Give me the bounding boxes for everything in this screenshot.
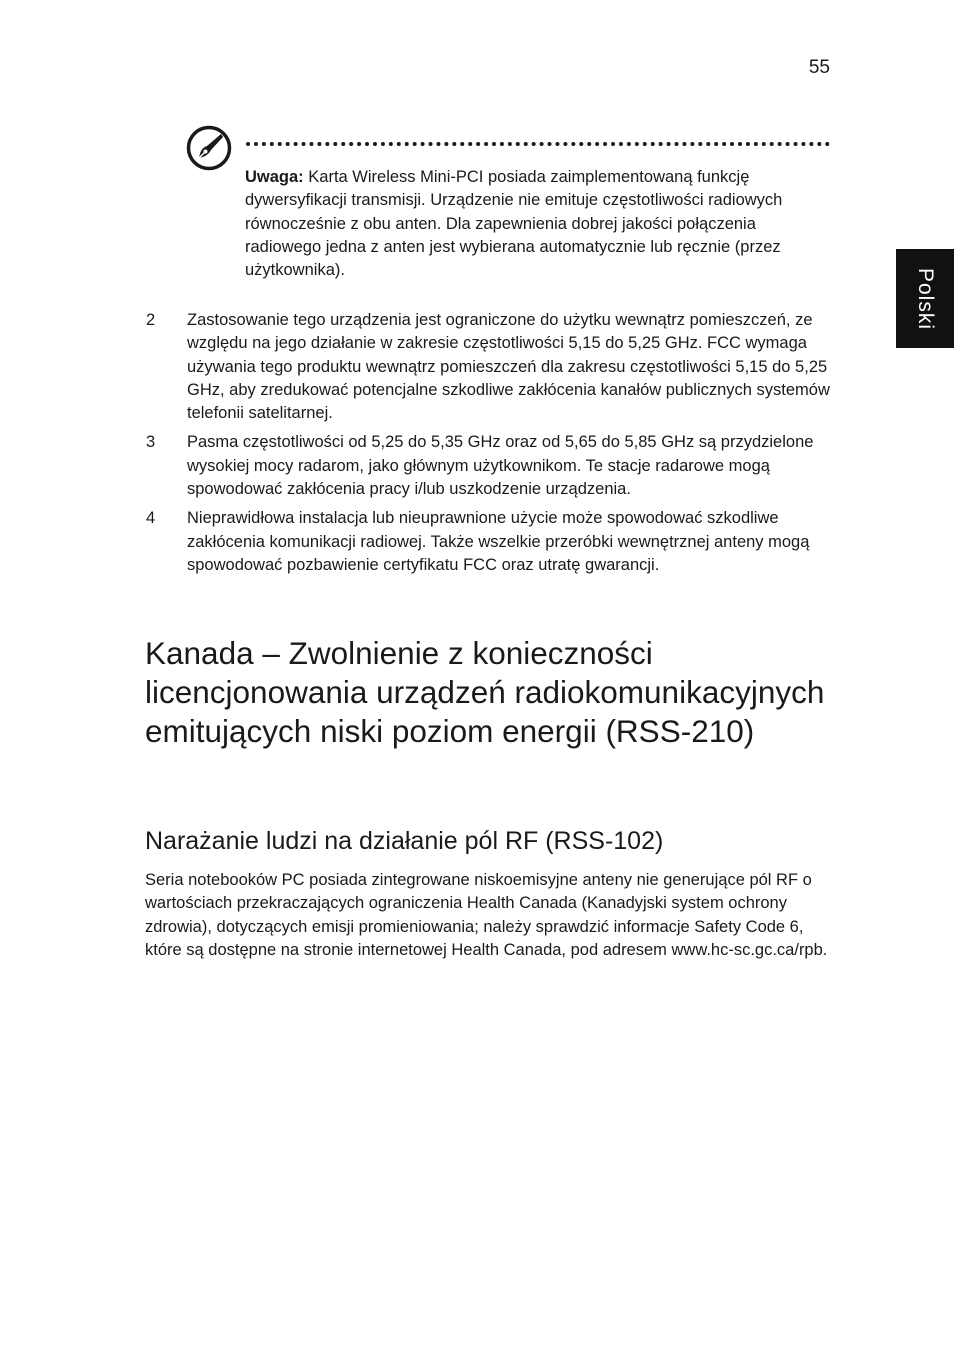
list-item bbox=[146, 431, 836, 501]
note-separator bbox=[246, 142, 830, 146]
section-heading: Kanada – Zwolnienie z konieczności licencjonowania urządzeń radiokomunikacyjnych emitujących niski poziom energii (RSS-210) bbox=[145, 635, 825, 749]
body-paragraph: Seria notebooków PC posiada zintegrowane niskoemisyjne anteny nie generujące pól RF o wartościach przekraczających ograniczenia Health Canada (Kanadyjski system ochrony zdrowia), dotyczących emisji promieniowania; należy sprawdzić informacje Safety Code 6, które są dostępne na stronie internetowej Health Canada, pod adresem www.hc-sc.gc.ca/rpb. bbox=[145, 871, 828, 959]
note-label: Uwaga: bbox=[245, 168, 304, 186]
numbered-list bbox=[146, 309, 836, 583]
list-item-text: Zastosowanie tego urządzenia jest ograniczone do użytku wewnątrz pomieszczeń, ze względu na jego działanie w zakresie częstotliwości 5,15 do 5,25 GHz. FCC wymaga używania tego produktu wewnątrz pomieszczeń dla zakresu częstotliwości 5,15 do 5,25 GHz, aby zredukować potencjalne szkodliwe zakłócenia kanałów publicznych systemów telefonii satelitarnej. bbox=[187, 311, 830, 423]
page-number: 55 bbox=[808, 57, 830, 78]
list-item-number: 2 bbox=[146, 311, 156, 329]
language-tab-label: Polski bbox=[914, 267, 937, 330]
subsection-heading: Narażanie ludzi na działanie pól RF (RSS-102) bbox=[145, 827, 664, 855]
language-tab bbox=[896, 249, 954, 348]
list-item-number: 4 bbox=[146, 509, 156, 528]
list-item-text: Pasma częstotliwości od 5,25 do 5,35 GHz oraz od 5,65 do 5,85 GHz są przydzielone wysokiej mocy radarom, jako głównym użytkownikom. Te stacje radarowe mogą spowodować zakłócenia pracy i/lub uszkodzenie urządzenia. bbox=[187, 433, 814, 499]
note-text: Karta Wireless Mini-PCI posiada zaimplementowaną funkcję dywersyfikacji transmisji. Urządzenie nie emituje częstotliwości radiowych równocześnie z obu anten. Dla zapewnienia dobrej jakości połączenia radiowego jedna z anten jest wybierana automatycznie lub ręcznie (przez użytkownika). bbox=[245, 168, 783, 280]
list-item-number: 3 bbox=[146, 433, 156, 452]
list-item bbox=[146, 309, 836, 425]
note-block bbox=[245, 166, 835, 282]
list-item bbox=[146, 507, 836, 577]
pen-icon bbox=[186, 125, 232, 171]
list-item-text: Nieprawidłowa instalacja lub nieuprawnione użycie może spowodować szkodliwe zakłócenia komunikacji radiowej. Także wszelkie przeróbki wewnętrznej anteny mogą spowodować pozbawienie certyfikatu FCC oraz utratę gwarancji. bbox=[187, 509, 810, 574]
